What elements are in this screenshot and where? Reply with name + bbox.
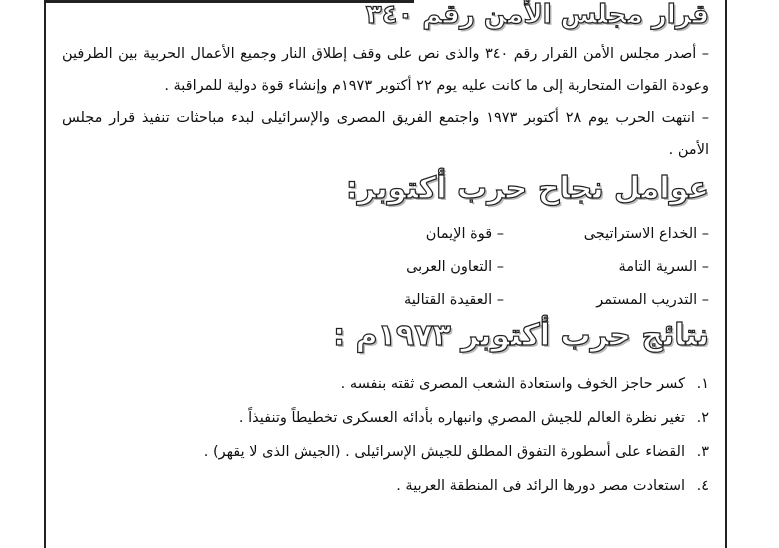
document-content — [62, 0, 709, 503]
war-results-title: نتائج حرب أكتوبر ١٩٧٣م : — [333, 318, 709, 353]
resolution-paragraph-2: – انتهت الحرب يوم ٢٨ أكتوبر ١٩٧٣ واجتمع الفريق المصرى والإسرائيلى لبدء مباحثات تنفيذ قرار مجلس الأمن . — [62, 110, 709, 158]
war-results-list — [62, 367, 709, 503]
result-number: ١. — [696, 376, 709, 392]
result-text: كسر حاجز الخوف واستعادة الشعب المصرى ثقته بنفسه . — [340, 376, 685, 392]
result-text: تغير نظرة العالم للجيش المصري وانبهاره بأدائه العسكرى تخطيطاً وتنفيذاً . — [238, 410, 685, 426]
result-number: ٣. — [696, 444, 709, 460]
factor-item: – التعاون العربى — [406, 259, 504, 275]
result-item — [62, 401, 709, 435]
result-text: استعادت مصر دورها الرائد فى المنطقة العربية . — [396, 478, 685, 494]
result-number: ٤. — [696, 478, 709, 494]
success-factors-list — [62, 218, 709, 317]
success-factors-title: عوامل نجاح حرب أكتوبر: — [345, 171, 709, 206]
factor-item: – قوة الإيمان — [425, 226, 504, 242]
factor-item: – التدريب المستمر — [596, 292, 709, 308]
resolution-340-title: قرار مجلس الأمن رقم ٣٤٠ — [365, 0, 709, 30]
factor-item: – الخداع الاستراتيجى — [583, 226, 709, 242]
resolution-paragraph-1: – أصدر مجلس الأمن القرار رقم ٣٤٠ والذى نص على وقف إطلاق النار وجميع الأعمال الحربية بين الطرفين وعودة القوات المتحاربة إلى ما كانت عليه يوم ٢٢ أكتوبر ١٩٧٣م وإنشاء قوة دولية للمراقبة . — [62, 46, 709, 94]
result-item — [62, 435, 709, 469]
factor-item: – السرية التامة — [618, 259, 709, 275]
result-item — [62, 367, 709, 401]
result-item — [62, 469, 709, 503]
result-text: القضاء على أسطورة التفوق المطلق للجيش الإسرائيلى . (الجيش الذى لا يقهر) . — [203, 444, 685, 460]
factor-item: – العقيدة القتالية — [404, 292, 504, 308]
result-number: ٢. — [696, 410, 709, 426]
